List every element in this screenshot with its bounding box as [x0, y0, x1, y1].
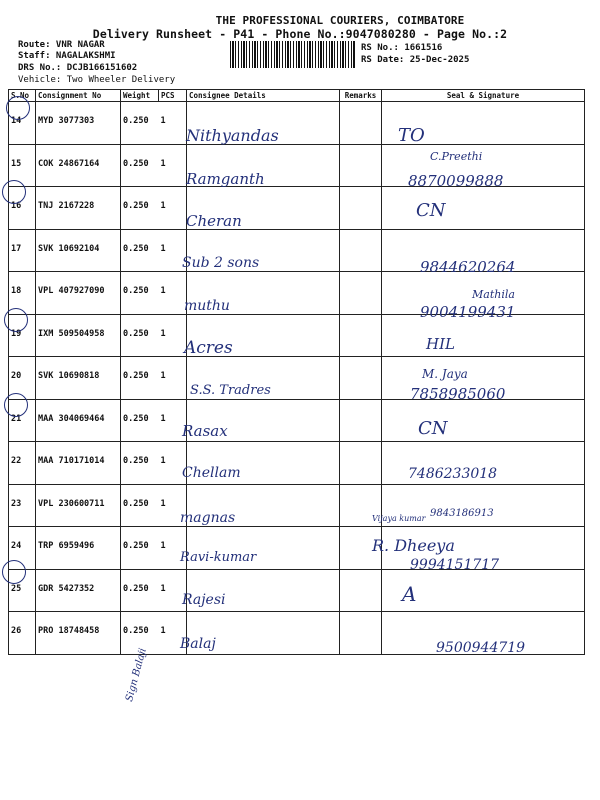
remarks-cell — [340, 442, 382, 485]
route-label: Route: VNR NAGAR — [18, 40, 105, 50]
barcode — [230, 41, 356, 68]
sno-cell: 15 — [9, 144, 36, 187]
remarks-cell — [340, 144, 382, 187]
weight-cell: 0.250 — [121, 357, 159, 400]
consignee-name: S.S. Tradres — [190, 383, 271, 398]
pcs-cell: 1 — [159, 272, 187, 315]
table-header — [9, 90, 585, 102]
weight-cell: 0.250 — [121, 102, 159, 145]
signature: A — [402, 582, 417, 606]
signature-cell — [382, 399, 585, 442]
table-row — [9, 187, 585, 230]
remarks-cell — [340, 357, 382, 400]
consignment-cell: MYD 3077303 — [36, 102, 121, 145]
consignment-cell: SVK 10692104 — [36, 229, 121, 272]
consignment-cell: COK 24867164 — [36, 144, 121, 187]
signature: 9004199431 — [420, 303, 516, 321]
table-row — [9, 442, 585, 485]
remarks-cell — [340, 569, 382, 612]
weight-cell: 0.250 — [121, 527, 159, 570]
consignee-name: Sub 2 sons — [182, 255, 260, 271]
consignment-cell: MAA 304069464 — [36, 399, 121, 442]
sno-circle — [2, 180, 26, 204]
signature: 7858985060 — [410, 385, 506, 403]
signature: R. Dheeya — [372, 536, 455, 555]
sno-circle — [4, 393, 28, 417]
col-consignment: Consignment No — [36, 90, 121, 102]
consignment-cell: VPL 407927090 — [36, 272, 121, 315]
col-sno: S.No — [9, 90, 36, 102]
consignment-cell: IXM 509504958 — [36, 314, 121, 357]
signature-cell — [382, 187, 585, 230]
drs-label: DRS No.: DCJB166151602 — [18, 63, 138, 73]
pcs-cell: 1 — [159, 314, 187, 357]
company-title: THE PROFESSIONAL COURIERS, COIMBATORE — [215, 14, 465, 27]
pcs-cell: 1 — [159, 442, 187, 485]
table-row — [9, 102, 585, 145]
weight-cell: 0.250 — [121, 229, 159, 272]
signature: TO — [398, 125, 425, 146]
sno-cell: 14 — [9, 102, 36, 145]
signature: 9844620264 — [420, 258, 516, 276]
consignment-cell: SVK 10690818 — [36, 357, 121, 400]
vehicle-label: Vehicle: Two Wheeler Delivery — [18, 75, 176, 85]
col-signature: Seal & Signature — [382, 90, 585, 102]
pcs-cell: 1 — [159, 612, 187, 655]
weight-cell: 0.250 — [121, 187, 159, 230]
signature: 9994151717 — [410, 557, 500, 573]
pcs-cell: 1 — [159, 569, 187, 612]
consignee-name: Chellam — [182, 465, 241, 481]
sno-cell: 24 — [9, 527, 36, 570]
remarks-cell — [340, 612, 382, 655]
pcs-cell: 1 — [159, 102, 187, 145]
sno-circle — [6, 96, 30, 120]
sno-cell: 26 — [9, 612, 36, 655]
signature: HIL — [426, 335, 455, 353]
table-row — [9, 399, 585, 442]
sno-circle — [4, 308, 28, 332]
consignee-name: Cheran — [186, 212, 242, 230]
remarks-cell — [340, 272, 382, 315]
signature: Vijaya kumar — [372, 514, 426, 523]
signature: CN — [416, 200, 446, 221]
remarks-cell — [340, 399, 382, 442]
weight-cell: 0.250 — [121, 399, 159, 442]
consignment-cell: PRO 18748458 — [36, 612, 121, 655]
pcs-cell: 1 — [159, 187, 187, 230]
sno-cell: 23 — [9, 484, 36, 527]
remarks-cell — [340, 187, 382, 230]
signature: 8870099888 — [408, 172, 504, 190]
col-remarks: Remarks — [340, 90, 382, 102]
col-consignee: Consignee Details — [187, 90, 340, 102]
sno-cell: 17 — [9, 229, 36, 272]
signature: CN — [418, 418, 448, 439]
table-row — [9, 569, 585, 612]
pcs-cell: 1 — [159, 229, 187, 272]
sno-cell: 25 — [9, 569, 36, 612]
sno-circle — [2, 560, 26, 584]
weight-cell: 0.250 — [121, 569, 159, 612]
remarks-cell — [340, 102, 382, 145]
signature: 9500944719 — [436, 640, 526, 656]
pcs-cell: 1 — [159, 527, 187, 570]
weight-cell: 0.250 — [121, 442, 159, 485]
consignee-name: Ramganth — [186, 170, 265, 188]
staff-label: Staff: NAGALAKSHMI — [18, 51, 116, 61]
weight-cell: 0.250 — [121, 612, 159, 655]
pcs-cell: 1 — [159, 357, 187, 400]
remarks-cell — [340, 314, 382, 357]
weight-cell: 0.250 — [121, 314, 159, 357]
signature: C.Preethi — [430, 150, 483, 163]
consignment-cell: TNJ 2167228 — [36, 187, 121, 230]
consignee-name: muthu — [184, 298, 230, 314]
weight-cell: 0.250 — [121, 484, 159, 527]
rs-date: RS Date: 25-Dec-2025 — [361, 55, 470, 65]
signature: 7486233018 — [408, 466, 498, 482]
consignee-name: Acres — [184, 338, 233, 358]
consignment-cell: GDR 5427352 — [36, 569, 121, 612]
consignee-name: Ravi-kumar — [180, 550, 257, 565]
rs-number: RS No.: 1661516 — [361, 43, 443, 53]
col-weight: Weight — [121, 90, 159, 102]
pcs-cell: 1 — [159, 484, 187, 527]
consignment-cell: MAA 710171014 — [36, 442, 121, 485]
sno-cell: 21 — [9, 399, 36, 442]
sno-cell: 22 — [9, 442, 36, 485]
weight-cell: 0.250 — [121, 144, 159, 187]
signature: 9843186913 — [430, 508, 494, 519]
signature: Mathila — [472, 288, 515, 301]
signature: M. Jaya — [422, 367, 468, 381]
consignee-name: Balaj — [180, 636, 216, 652]
sno-cell: 18 — [9, 272, 36, 315]
consignment-cell: TRP 6959496 — [36, 527, 121, 570]
consignment-cell: VPL 230600711 — [36, 484, 121, 527]
remarks-cell — [340, 229, 382, 272]
consignee-name: Nithyandas — [186, 126, 279, 145]
table-row — [9, 484, 585, 527]
sno-cell: 16 — [9, 187, 36, 230]
runsheet-subtitle: Delivery Runsheet - P41 - Phone No.:9047080280 - Page No.:2 — [92, 27, 508, 41]
weight-cell: 0.250 — [121, 272, 159, 315]
margin-signature: Sign Balaji — [124, 647, 149, 703]
consignee-name: Rajesi — [182, 592, 226, 608]
pcs-cell: 1 — [159, 144, 187, 187]
consignee-name: magnas — [180, 510, 236, 526]
sno-cell: 19 — [9, 314, 36, 357]
col-pcs: PCS — [159, 90, 187, 102]
pcs-cell: 1 — [159, 399, 187, 442]
consignee-name: Rasax — [182, 422, 228, 440]
sno-cell: 20 — [9, 357, 36, 400]
